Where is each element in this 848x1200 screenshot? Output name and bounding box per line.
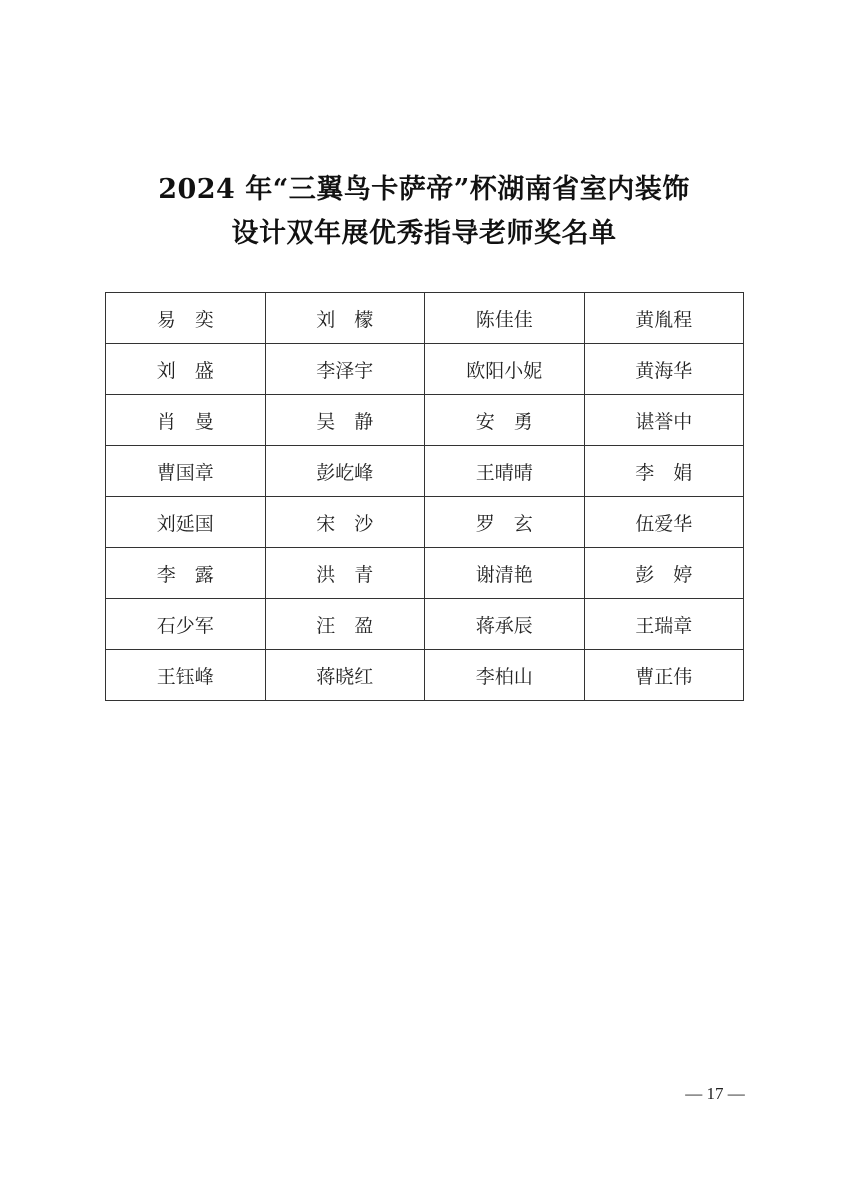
name-cell: 王瑞章 xyxy=(584,599,744,650)
page-number: — 17 — xyxy=(685,1084,745,1103)
title-line-1: 2024 年“三翼鸟卡萨帝”杯湖南省室内装饰 xyxy=(158,174,690,205)
name-cell: 蒋晓红 xyxy=(265,650,425,701)
name-cell: 王晴晴 xyxy=(425,446,585,497)
name-cell: 蒋承辰 xyxy=(425,599,585,650)
name-cell: 彭屹峰 xyxy=(265,446,425,497)
table-row xyxy=(106,344,744,395)
name-cell: 洪 青 xyxy=(265,548,425,599)
table-row xyxy=(106,446,744,497)
name-cell: 谢清艳 xyxy=(425,548,585,599)
table-row xyxy=(106,599,744,650)
name-cell: 伍爱华 xyxy=(584,497,744,548)
name-cell: 刘 檬 xyxy=(265,293,425,344)
award-names-table xyxy=(105,292,744,701)
name-cell: 李 娟 xyxy=(584,446,744,497)
table-row xyxy=(106,395,744,446)
document-title xyxy=(0,168,848,256)
name-cell: 汪 盈 xyxy=(265,599,425,650)
name-cell: 刘延国 xyxy=(106,497,266,548)
name-cell: 易 奕 xyxy=(106,293,266,344)
name-cell: 肖 曼 xyxy=(106,395,266,446)
name-cell: 李 露 xyxy=(106,548,266,599)
name-cell: 曹正伟 xyxy=(584,650,744,701)
name-cell: 王钰峰 xyxy=(106,650,266,701)
name-cell: 谌誉中 xyxy=(584,395,744,446)
table-row xyxy=(106,293,744,344)
name-cell: 刘 盛 xyxy=(106,344,266,395)
name-cell: 曹国章 xyxy=(106,446,266,497)
name-cell: 黄胤程 xyxy=(584,293,744,344)
table-row xyxy=(106,650,744,701)
name-cell: 李泽宇 xyxy=(265,344,425,395)
name-cell: 李柏山 xyxy=(425,650,585,701)
name-cell: 宋 沙 xyxy=(265,497,425,548)
table-row xyxy=(106,497,744,548)
title-line-2: 设计双年展优秀指导老师奖名单 xyxy=(231,218,617,249)
name-cell: 石少军 xyxy=(106,599,266,650)
table-row xyxy=(106,548,744,599)
name-cell: 彭 婷 xyxy=(584,548,744,599)
name-cell: 欧阳小妮 xyxy=(425,344,585,395)
name-cell: 陈佳佳 xyxy=(425,293,585,344)
name-cell: 安 勇 xyxy=(425,395,585,446)
name-cell: 吴 静 xyxy=(265,395,425,446)
name-cell: 罗 玄 xyxy=(425,497,585,548)
name-cell: 黄海华 xyxy=(584,344,744,395)
